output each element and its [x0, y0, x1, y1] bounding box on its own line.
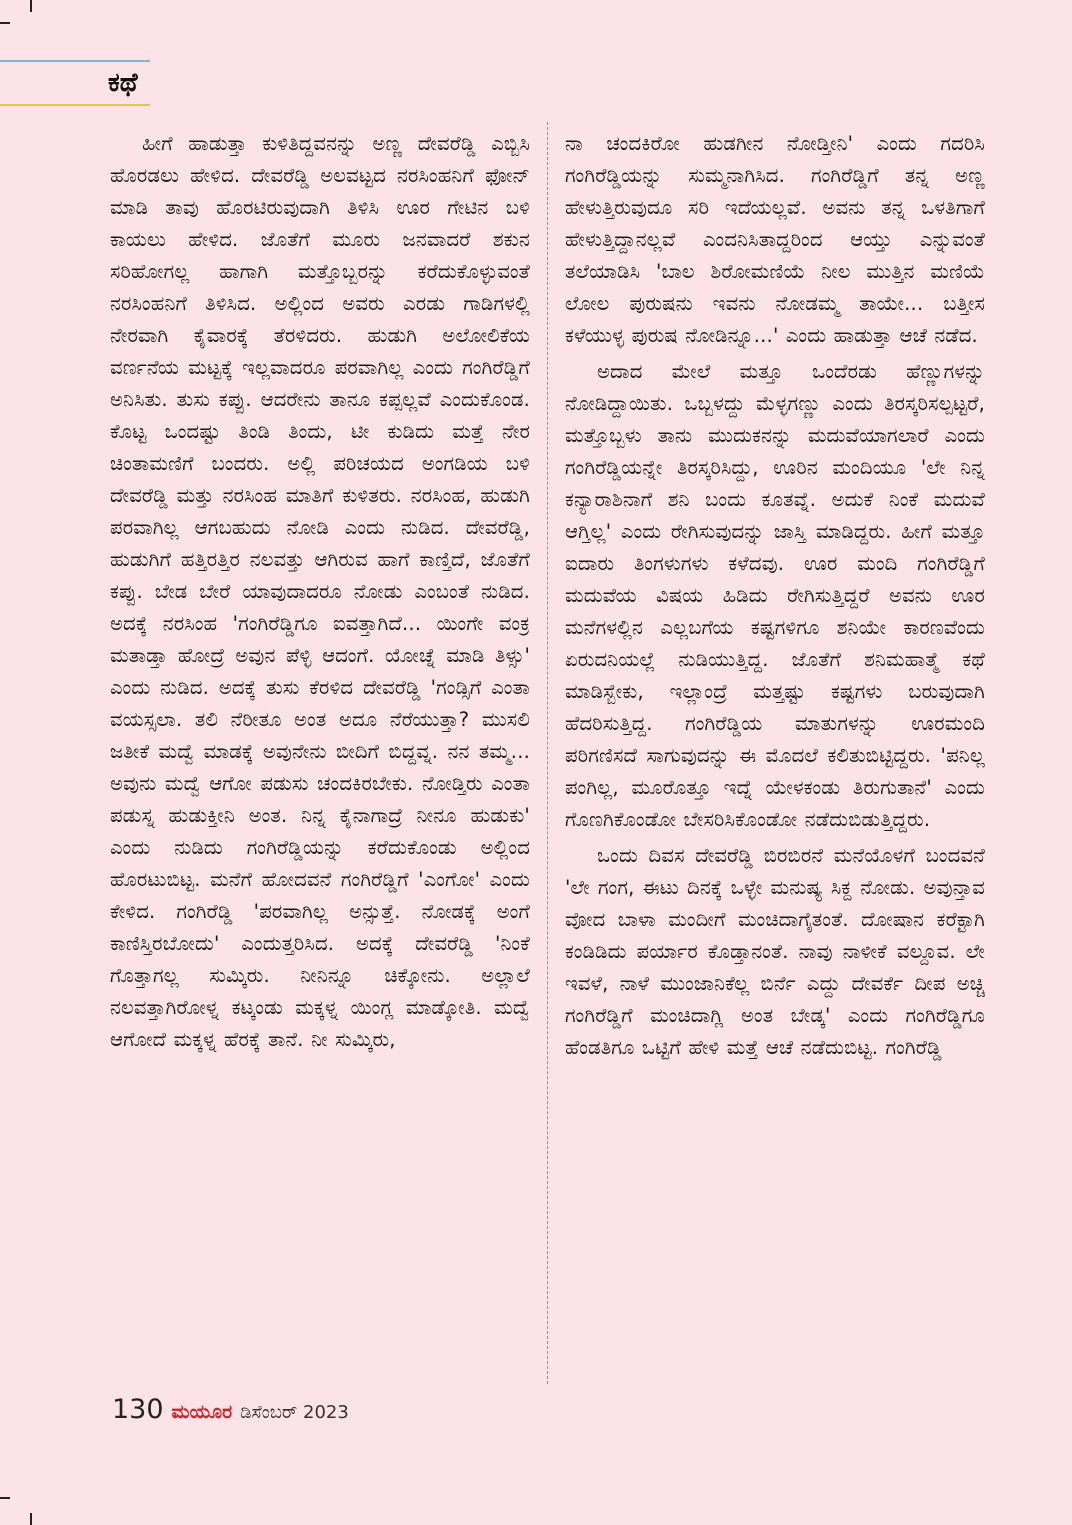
right-paragraph-1: ನಾ ಚಂದಕಿರೋ ಹುಡಗೀನ ನೋಡ್ತೀನಿ' ಎಂದು ಗದರಿಸಿ ಗಂಗಿರೆಡ್ಡಿಯನ್ನು ಸುಮ್ಮನಾಗಿಸಿದ. ಗಂಗಿರೆಡ್ಡಿಗೆ ತನ್ನ ಅಣ್ಣ ಹೇಳುತ್ತಿರುವುದೂ ಸರಿ ಇದೆಯಲ್ಲವೆ. ಅವನು ತನ್ನ ಒಳತಿಗಾಗೆ ಹೇಳುತ್ತಿದ್ದಾನಲ್ಲವೆ ಎಂದನಿಸಿತಾದ್ದರಿಂದ ಆಯ್ತು ಎನ್ನುವಂತೆ ತಲೆಯಾಡಿಸಿ 'ಬಾಲ ಶಿರೋಮಣಿಯೆ ನೀಲ ಮುತ್ತಿನ ಮಣಿಯೆ ಲೋಲ ಪುರುಷನು ಇವನು ನೋಡಮ್ಮ ತಾಯೇ... ಬತ್ತೀಸ ಕಳೆಯುಳ್ಳ ಪುರುಷ ನೋಡಿನ್ನೂ...' ಎಂದು ಹಾಡುತ್ತಾ ಆಚೆ ನಡೆದ.: [565, 132, 985, 347]
right-paragraph-3: ಒಂದು ದಿವಸ ದೇವರೆಡ್ಡಿ ಬಿರಬಿರನೆ ಮನೆಯೊಳಗೆ ಬಂದವನೆ 'ಲೇ ಗಂಗ, ಈಟು ದಿನಕ್ಕೆ ಒಳ್ಳೇ ಮನುಷ್ಯ ಸಿಕ್ದ ನೋಡು. ಅವುನ್ತಾವ ವೋದ ಬಾಳಾ ಮಂದೀಗೆ ಮಂಚಿದಾಗೈತಂತೆ. ದೋಷಾನ ಕರೆಕ್ಟಾಗಿ ಕಂಡಿಡಿದು ಪರ್ಯಾರ ಕೊಡ್ತಾನಂತೆ. ನಾವು ನಾಳೀಕೆ ವಲ್ದೂವ. ಲೇ ಇವಳೆ, ನಾಳೆ ಮುಂಜಾನಿಕೆಲ್ಲ ಬಿರ್ನೆ ಎದ್ದು ದೇವರ್ಕೆ ದೀಪ ಅಚ್ಚಿ ಗಂಗಿರೆಡ್ಡಿಗೆ ಮಂಚಿದಾಗ್ಲಿ ಅಂತ ಬೇಡ್ಕ' ಎಂದು ಗಂಗಿರೆಡ್ಡಿಗೂ ಹೆಂಡತಿಗೂ ಒಟ್ಟಿಗೆ ಹೇಳಿ ಮತ್ತೆ ಆಚೆ ನಡೆದುಬಿಟ್ಟ. ಗಂಗಿರೆಡ್ಡಿ: [565, 844, 985, 1059]
column-divider: [547, 122, 548, 1384]
page-footer: [112, 1394, 349, 1430]
magazine-logo: ಮಯೂರ: [171, 1401, 233, 1423]
crop-mark-left-top: [0, 22, 10, 24]
left-column: [110, 128, 530, 1056]
section-title: ಕಥೆ: [108, 68, 138, 98]
crop-mark-left-bottom: [0, 1497, 10, 1499]
right-paragraph-2: ಅದಾದ ಮೇಲೆ ಮತ್ತೂ ಒಂದೆರಡು ಹೆಣ್ಣುಗಳನ್ನು ನೋಡಿದ್ದಾಯಿತು. ಒಬ್ಬಳದ್ದು ಮೆಳ್ಳಗಣ್ಣು ಎಂದು ತಿರಸ್ಕರಿಸಲ್ಪಟ್ಟರೆ, ಮತ್ತೊಬ್ಬಳು ತಾನು ಮುದುಕನನ್ನು ಮದುವೆಯಾಗಲಾರೆ ಎಂದು ಗಂಗಿರೆಡ್ಡಿಯನ್ನೇ ತಿರಸ್ಕರಿಸಿದ್ದು, ಊರಿನ ಮಂದಿಯೂ 'ಲೇ ನಿನ್ನ ಕನ್ಯಾರಾಶಿನಾಗೆ ಶನಿ ಬಂದು ಕೂತವ್ನೆ. ಅದುಕೆ ನಿಂಕೆ ಮದುವೆ ಆಗ್ತಿಲ್ಲ' ಎಂದು ರೇಗಿಸುವುದನ್ನು ಜಾಸ್ತಿ ಮಾಡಿದ್ದರು. ಹೀಗೆ ಮತ್ತೂ ಐದಾರು ತಿಂಗಳುಗಳು ಕಳೆದವು. ಊರ ಮಂದಿ ಗಂಗಿರೆಡ್ಡಿಗೆ ಮದುವೆಯ ವಿಷಯ ಹಿಡಿದು ರೇಗಿಸುತ್ತಿದ್ದರೆ ಅವನು ಊರ ಮನೆಗಳಲ್ಲಿನ ಎಲ್ಲಬಗೆಯ ಕಷ್ಟಗಳಿಗೂ ಶನಿಯೇ ಕಾರಣವೆಂದು ಏರುದನಿಯಲ್ಲೆ ನುಡಿಯುತ್ತಿದ್ದ. ಜೊತೆಗೆ ಶನಿಮಹಾತ್ಮೆ ಕಥೆ ಮಾಡಿಸ್ಬೇಕು, ಇಲ್ಲಾಂದ್ರೆ ಮತ್ತಷ್ಟು ಕಷ್ಟಗಳು ಬರುವುದಾಗಿ ಹೆದರಿಸುತ್ತಿದ್ದ. ಗಂಗಿರೆಡ್ಡಿಯ ಮಾತುಗಳನ್ನು ಊರಮಂದಿ ಪರಿಗಣಿಸದೆ ಸಾಗುವುದನ್ನು ಈ ಮೊದಲೆ ಕಲಿತುಬಿಟ್ಟಿದ್ದರು. 'ಪನಿಲ್ಲ ಪಂಗಿಲ್ಲ, ಮೂರೊತ್ತೂ ಇದ್ನೆ ಯೇಳಕಂಡು ತಿರುಗುತಾನೆ' ಎಂದು ಗೊಣಗಿಕೊಂಡೋ ಬೇಸರಿಸಿಕೊಂಡೋ ನಡೆದುಬಿಡುತ್ತಿದ್ದರು.: [565, 360, 985, 831]
section-header-line-bottom: [0, 104, 150, 106]
left-paragraph-1: ಹೀಗೆ ಹಾಡುತ್ತಾ ಕುಳಿತಿದ್ದವನನ್ನು ಅಣ್ಣ ದೇವರೆಡ್ಡಿ ಎಬ್ಬಿಸಿ ಹೊರಡಲು ಹೇಳಿದ. ದೇವರೆಡ್ಡಿ ಅಲವಟ್ಟದ ನರಸಿಂಹನಿಗೆ ಫೋನ್ ಮಾಡಿ ತಾವು ಹೊರಟಿರುವುದಾಗಿ ತಿಳಿಸಿ ಊರ ಗೇಟಿನ ಬಳಿ ಕಾಯಲು ಹೇಳಿದ. ಜೊತೆಗೆ ಮೂರು ಜನವಾದರೆ ಶಕುನ ಸರಿಹೋಗಲ್ಲ ಹಾಗಾಗಿ ಮತ್ತೊಬ್ಬರನ್ನು ಕರೆದುಕೊಳ್ಳುವಂತೆ ನರಸಿಂಹನಿಗೆ ತಿಳಿಸಿದ. ಅಲ್ಲಿಂದ ಅವರು ಎರಡು ಗಾಡಿಗಳಲ್ಲಿ ನೇರವಾಗಿ ಕೈವಾರಕ್ಕೆ ತೆರಳಿದರು. ಹುಡುಗಿ ಅಲೋಲಿಕೆಯ ವರ್ಣನೆಯ ಮಟ್ಟಕ್ಕೆ ಇಲ್ಲವಾದರೂ ಪರವಾಗಿಲ್ಲ ಎಂದು ಗಂಗಿರೆಡ್ಡಿಗೆ ಅನಿಸಿತು. ತುಸು ಕಪ್ಪು. ಆದರೇನು ತಾನೂ ಕಪ್ಪಲ್ಲವೆ ಎಂದುಕೊಂಡ. ಕೊಟ್ಟ ಒಂದಷ್ಟು ತಿಂಡಿ ತಿಂದು, ಟೀ ಕುಡಿದು ಮತ್ತೆ ನೇರ ಚಿಂತಾಮಣಿಗೆ ಬಂದರು. ಅಲ್ಲಿ ಪರಿಚಯದ ಅಂಗಡಿಯ ಬಳಿ ದೇವರೆಡ್ಡಿ ಮತ್ತು ನರಸಿಂಹ ಮಾತಿಗೆ ಕುಳಿತರು. ನರಸಿಂಹ, ಹುಡುಗಿ ಪರವಾಗಿಲ್ಲ ಆಗಬಹುದು ನೋಡಿ ಎಂದು ನುಡಿದ. ದೇವರೆಡ್ಡಿ, ಹುಡುಗಿಗೆ ಹತ್ತಿರತ್ತಿರ ನಲವತ್ತು ಆಗಿರುವ ಹಾಗೆ ಕಾಣ್ತಿದೆ, ಜೊತೆಗೆ ಕಪ್ಪು. ಬೇಡ ಬೇರೆ ಯಾವುದಾದರೂ ನೋಡು ಎಂಬಂತೆ ನುಡಿದ. ಅದಕ್ಕೆ ನರಸಿಂಹ 'ಗಂಗಿರೆಡ್ಡಿಗೂ ಐವತ್ತಾಗಿದೆ... ಯಿಂಗೇ ವಂಕ್ರ ಮತಾಡ್ತಾ ಹೋದ್ರೆ ಅವುನ ಪೆಳ್ಳಿ ಆದಂಗೆ. ಯೋಚ್ನೆ ಮಾಡಿ ತಿಳ್ಸು' ಎಂದು ನುಡಿದ. ಅದಕ್ಕೆ ತುಸು ಕೆರಳಿದ ದೇವರೆಡ್ಡಿ 'ಗಂಡ್ಸಿಗೆ ಎಂತಾ ವಯಸ್ಸಲಾ. ತಲಿ ನೆರೀತೂ ಅಂತ ಅದೂ ನೆರೆಯುತ್ತಾ? ಮುಸಲಿ ಜತೀಕೆ ಮದ್ವೆ ಮಾಡಕ್ಕೆ ಅವುನೇನು ಬೀದಿಗೆ ಬಿದ್ದವ್ನ. ನನ ತಮ್ಮ... ಅವುನು ಮದ್ವೆ ಆಗೋ ಪಡುಸು ಚಂದಕಿರಬೇಕು. ನೋಡ್ತಿರು ಎಂತಾ ಪಡುಸ್ನ ಹುಡುಕ್ತೀನಿ ಅಂತ. ನಿನ್ನ ಕೈನಾಗಾದ್ರೆ ನೀನೂ ಹುಡುಕು' ಎಂದು ನುಡಿದು ಗಂಗಿರೆಡ್ಡಿಯನ್ನು ಕರೆದುಕೊಂಡು ಅಲ್ಲಿಂದ ಹೊರಟುಬಿಟ್ಟ. ಮನೆಗೆ ಹೋದವನೆ ಗಂಗಿರೆಡ್ಡಿಗೆ 'ಎಂಗೋ' ಎಂದು ಕೇಳಿದ. ಗಂಗಿರೆಡ್ಡಿ 'ಪರವಾಗಿಲ್ಲ ಅನ್ಸುತ್ತೆ. ನೋಡಕ್ಕೆ ಅಂಗೆ ಕಾಣಿಸ್ತಿರಬೋದು' ಎಂದುತ್ತರಿಸಿದ. ಅದಕ್ಕೆ ದೇವರೆಡ್ಡಿ 'ನಿಂಕೆ ಗೊತ್ತಾಗಲ್ಲ ಸುಮ್ಕಿರು. ನೀನಿನ್ನೂ ಚಿಕ್ಕೋನು. ಅಲ್ಲಾಲೆ ನಲವತ್ತಾಗಿರೋಳ್ನ ಕಟ್ಕಂಡು ಮಕ್ಕಳ್ನ ಯಿಂಗ್ಲ ಮಾಡ್ಕೋತಿ. ಮದ್ವೆ ಆಗೋದೆ ಮಕ್ಕಳ್ನ ಹೆರಕ್ಕೆ ತಾನೆ. ನೀ ಸುಮ್ಕಿರು,: [110, 132, 530, 1051]
crop-mark-top: [30, 0, 32, 12]
right-column: [565, 128, 985, 1064]
section-header: [0, 60, 150, 110]
section-header-line-top: [0, 60, 150, 62]
crop-mark-bottom: [30, 1513, 32, 1525]
issue-date: ಡಿಸೆಂಬರ್ 2023: [240, 1402, 349, 1423]
page-number: 130: [112, 1394, 164, 1425]
